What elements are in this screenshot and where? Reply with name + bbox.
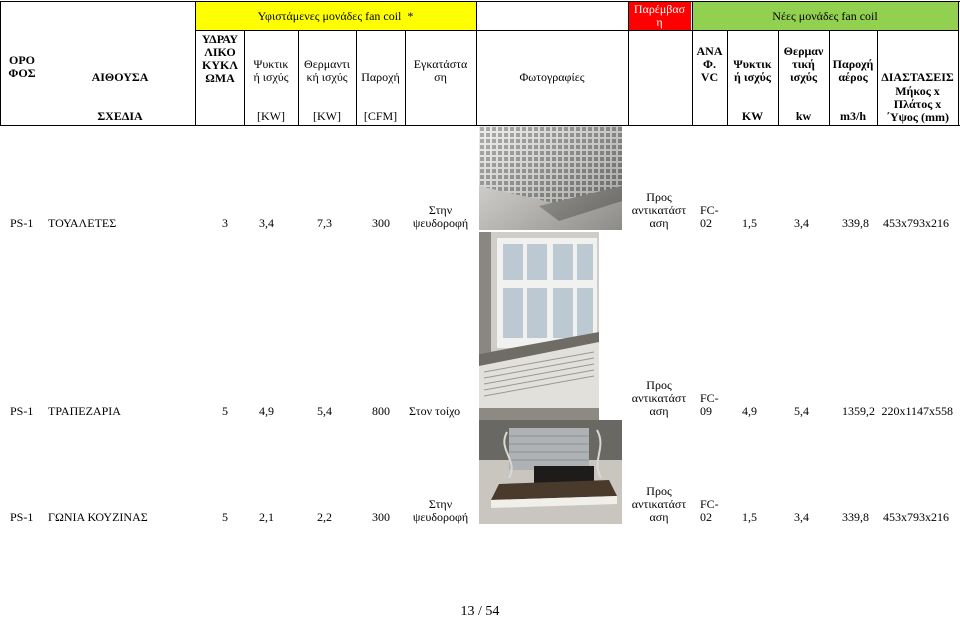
cell-diastaseis: 220x1147x558	[881, 404, 953, 418]
table-top-border	[0, 1, 960, 2]
col-aithousa: ΑΙΘΟΥΣΑ	[91, 70, 149, 84]
cell-paremvasi: Προς αντικατάστ αση	[631, 484, 687, 524]
cell-psyktiki: 2,1	[259, 510, 274, 524]
unit-kw-1: [KW]	[257, 109, 285, 123]
photo-wall-unit	[479, 232, 599, 420]
cell-new-thermantiki: 3,4	[794, 216, 809, 230]
cell-orofos: PS-1	[10, 404, 34, 418]
cell-orofos: PS-1	[10, 510, 34, 524]
col-new-paroxi: Παροχή αέρος	[832, 57, 874, 84]
cell-paroxi: 800	[372, 404, 390, 418]
cell-paremvasi: Προς αντικατάστ αση	[631, 378, 687, 418]
group-new-header: Νέες μονάδες fan coil	[772, 9, 878, 23]
cell-new-psyktiki: 4,9	[742, 404, 757, 418]
cell-anaf: FC- 09	[700, 391, 719, 418]
col-photos: Φωτογραφίες	[519, 70, 585, 84]
unit-kw-2: [KW]	[313, 109, 341, 123]
dim-note: Μήκος x Πλάτος x ΄Υψος (mm)	[886, 84, 949, 124]
cell-egkatastasi: Στον τοίχο	[409, 404, 461, 418]
page-number: 13 / 54	[460, 604, 500, 619]
cell-new-thermantiki: 5,4	[794, 404, 809, 418]
cell-paremvasi: Προς αντικατάστ αση	[631, 190, 687, 230]
cell-aithousa: ΤΟΥΑΛΕΤΕΣ	[48, 216, 117, 230]
cell-thermantiki: 2,2	[317, 510, 332, 524]
cell-kyklwma: 5	[222, 510, 228, 524]
cell-egkatastasi: Στην ψευδοροφή	[412, 203, 469, 230]
cell-egkatastasi: Στην ψευδοροφή	[412, 497, 469, 524]
cell-paroxi: 300	[372, 216, 390, 230]
unit-new-kw-2: kw	[795, 109, 812, 123]
col-psyktiki: Ψυκτικ ή ισχύς	[253, 57, 289, 84]
cell-new-psyktiki: 1,5	[742, 216, 757, 230]
col-orofos: ΟΡΟ ΦΟΣ	[8, 53, 36, 80]
col-egkatastasi: Εγκατάστα ση	[413, 57, 468, 84]
cell-diastaseis: 453x793x216	[883, 510, 949, 524]
col-new-psyktiki: Ψυκτικ ή ισχύς	[733, 57, 772, 84]
group-intervention-header: Παρέμβασ η	[633, 2, 686, 29]
cell-psyktiki: 4,9	[259, 404, 274, 418]
col-new-thermantiki: Θερμαν τική ισχύς	[783, 44, 824, 84]
cell-new-paroxi: 1359,2	[842, 404, 875, 418]
photo-ceiling-grille	[479, 126, 622, 230]
cell-kyklwma: 5	[222, 404, 228, 418]
unit-cfm: [CFM]	[363, 109, 398, 123]
cell-kyklwma: 3	[222, 216, 228, 230]
cell-thermantiki: 5,4	[317, 404, 332, 418]
cell-paroxi: 300	[372, 510, 390, 524]
cell-aithousa: ΓΩΝΙΑ ΚΟΥΖΙΝΑΣ	[48, 510, 148, 524]
col-paroxi: Παροχή	[361, 70, 400, 84]
sub-sxedia: ΣΧΕΔΙΑ	[97, 109, 143, 123]
col-anaf: ΑΝΑ Φ. VC	[696, 44, 723, 84]
cell-orofos: PS-1	[10, 216, 34, 230]
cell-new-thermantiki: 3,4	[794, 510, 809, 524]
cell-anaf: FC- 02	[700, 497, 719, 524]
cell-new-paroxi: 339,8	[842, 510, 869, 524]
photo-ceiling-unit	[479, 420, 622, 524]
cell-psyktiki: 3,4	[259, 216, 274, 230]
cell-aithousa: ΤΡΑΠΕΖΑΡΙΑ	[48, 404, 121, 418]
col-ydraulika: ΥΔΡΑΥ ΛΙΚΟ ΚΥΚΛ ΩΜΑ	[201, 32, 239, 85]
cell-thermantiki: 7,3	[317, 216, 332, 230]
cell-diastaseis: 453x793x216	[883, 216, 949, 230]
col-diastaseis: ΔΙΑΣΤΑΣΕΙΣ	[881, 70, 954, 84]
unit-m3h: m3/h	[839, 109, 866, 123]
col-thermantiki: Θερμαντι κή ισχύς	[304, 57, 350, 84]
cell-anaf: FC- 02	[700, 203, 719, 230]
group-existing-header: Υφιστάμενες μονάδες fan coil *	[257, 9, 414, 23]
cell-new-paroxi: 339,8	[842, 216, 869, 230]
header-divider	[195, 30, 959, 31]
unit-new-kw: KW	[741, 109, 764, 123]
cell-new-psyktiki: 1,5	[742, 510, 757, 524]
